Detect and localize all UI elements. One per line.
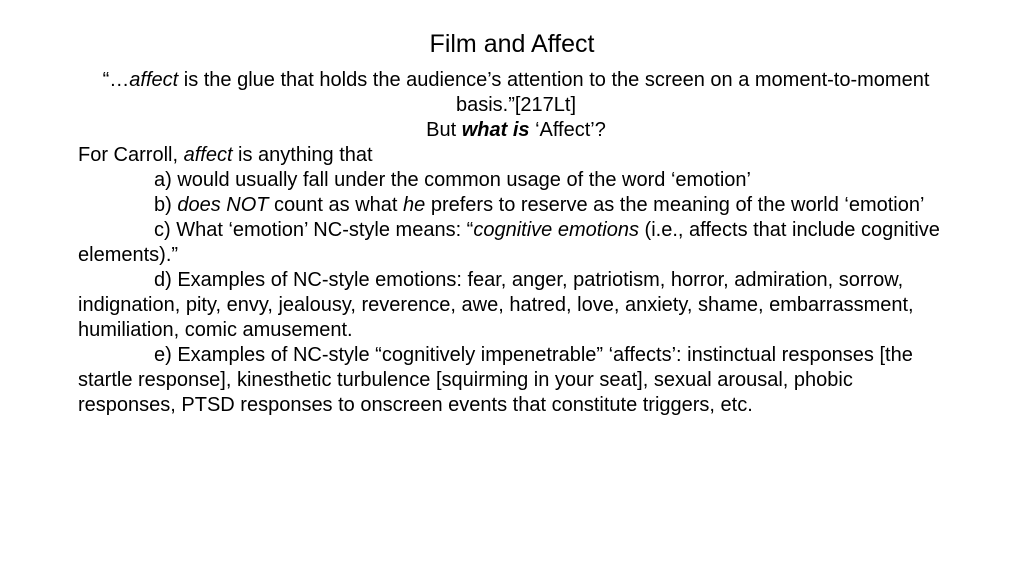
- quote-rest: is the glue that holds the audience’s attention to the screen on a moment-to-moment basis.”[217Lt]: [178, 69, 930, 116]
- intro-pre: For Carroll,: [78, 144, 184, 166]
- item-b-pre: b): [154, 194, 178, 216]
- item-b-emphasis-2: he: [403, 194, 426, 216]
- intro-post: is anything that: [232, 144, 373, 166]
- intro-emphasis: affect: [183, 144, 233, 166]
- slide-body: [78, 68, 954, 418]
- item-b-mid: count as what: [268, 194, 404, 216]
- item-e: [78, 343, 954, 418]
- quote-open: “…: [102, 69, 130, 91]
- item-e-text: e) Examples of NC-style “cognitively impenetrable” ‘affects’: instinctual responses [the startle response], kinesthetic turbulence [squirming in your seat], sexual arousal, phobic responses, PTSD responses to onscreen events that constitute triggers, etc.: [78, 344, 913, 416]
- item-a-text: a) would usually fall under the common usage of the word ‘emotion’: [154, 169, 751, 191]
- item-d-text: d) Examples of NC-style emotions: fear, anger, patriotism, horror, admiration, sorrow, indignation, pity, envy, jealousy, reverence, awe, hatred, love, anxiety, shame, embarrassment, humiliation, comic amusement.: [78, 269, 914, 341]
- question-pre: But: [426, 119, 462, 141]
- slide-title: Film and Affect: [429, 30, 595, 58]
- question-post: ‘Affect’?: [529, 119, 606, 141]
- item-b-emphasis-1: does NOT: [177, 194, 269, 216]
- question-emphasis: what is: [461, 119, 530, 141]
- item-b-post: prefers to reserve as the meaning of the world ‘emotion’: [425, 194, 925, 216]
- item-c-post: (i.e., affects that include cognitive elements).”: [78, 219, 940, 266]
- item-c: [78, 218, 954, 268]
- item-b: [78, 193, 954, 218]
- item-a: [78, 168, 954, 193]
- item-d: [78, 268, 954, 343]
- item-c-emphasis: cognitive emotions: [473, 219, 639, 241]
- question-paragraph: [78, 118, 954, 143]
- intro-paragraph: [78, 143, 954, 168]
- quote-paragraph: [78, 68, 954, 118]
- item-c-pre: c) What ‘emotion’ NC-style means: “: [154, 219, 474, 241]
- quote-emphasis: affect: [129, 69, 179, 91]
